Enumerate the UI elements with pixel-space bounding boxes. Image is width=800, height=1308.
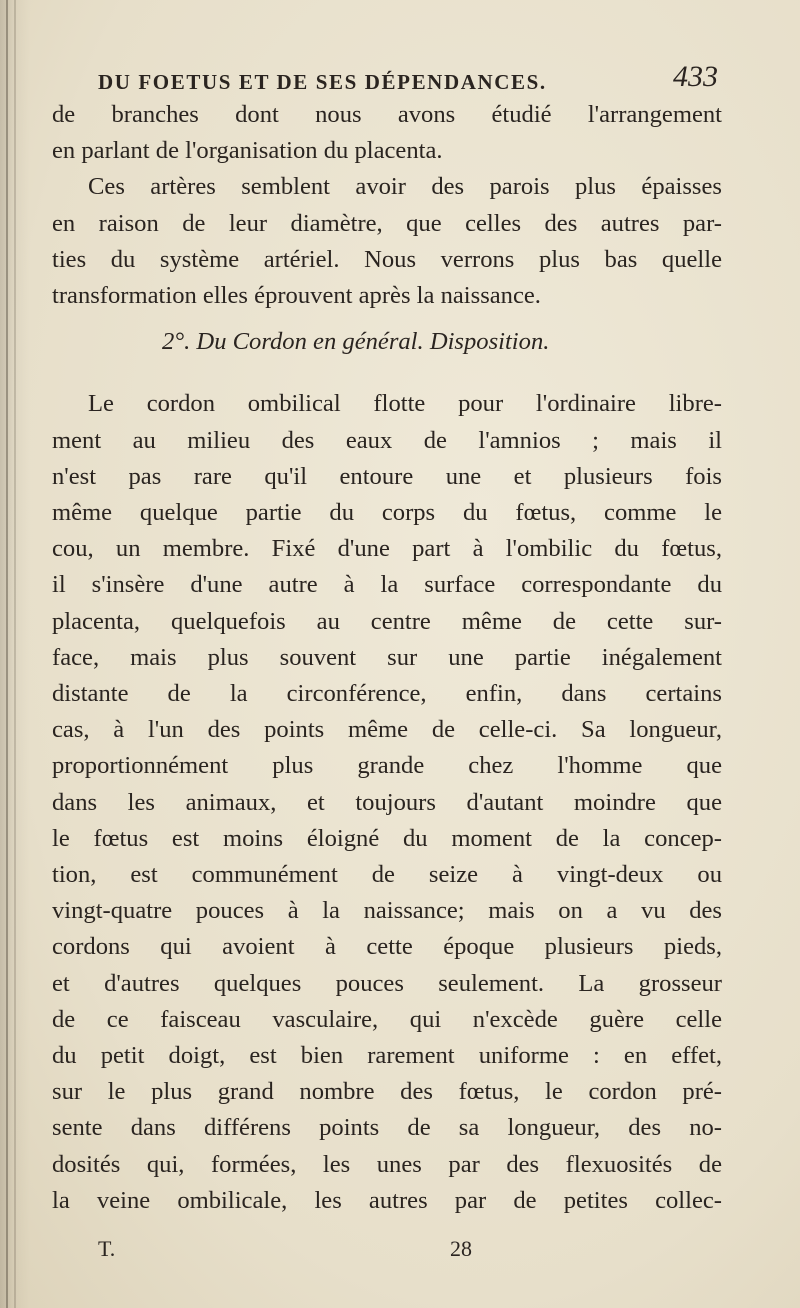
- gutter-line: [6, 0, 8, 1308]
- text-line: de ce faisceau vasculaire, qui n'excède guère celle: [52, 1005, 722, 1033]
- text-line: ment au milieu des eaux de l'amnios ; mais il: [52, 426, 722, 454]
- text-line: dosités qui, formées, les unes par des flexuosités de: [52, 1150, 722, 1178]
- text-line: sur le plus grand nombre des fœtus, le cordon pré-: [52, 1078, 722, 1106]
- text-line: la veine ombilicale, les autres par de petites collec-: [52, 1186, 722, 1214]
- text-line: placenta, quelquefois au centre même de cette sur-: [52, 607, 722, 635]
- text-line: transformation elles éprouvent après la naissance.: [52, 282, 541, 310]
- gutter-line: [14, 0, 16, 1308]
- paragraph: [52, 97, 722, 169]
- text-line: ties du système artériel. Nous verrons plus bas quelle: [52, 245, 722, 273]
- text-line: Le cordon ombilical flotte pour l'ordinaire libre-: [88, 390, 722, 418]
- text-line: face, mais plus souvent sur une partie inégalement: [52, 643, 722, 671]
- paragraph: [52, 169, 722, 314]
- text-line: dans les animaux, et toujours d'autant moindre que: [52, 788, 722, 816]
- text-line: cordons qui avoient à cette époque plusieurs pieds,: [52, 933, 722, 961]
- sheet-number: 28: [450, 1236, 472, 1261]
- running-title: DU FOETUS ET DE SES DÉPENDANCES.: [98, 70, 547, 94]
- text-line: en raison de leur diamètre, que celles des autres par-: [52, 209, 722, 237]
- text-line: Ces artères semblent avoir des parois plus épaisses: [88, 173, 722, 201]
- text-line: proportionnément plus grande chez l'homme que: [52, 752, 722, 780]
- text-line: du petit doigt, est bien rarement uniforme : en effet,: [52, 1042, 722, 1070]
- page-footer: [52, 1236, 722, 1266]
- text-line: distante de la circonférence, enfin, dans certains: [52, 680, 722, 708]
- text-line: cou, un membre. Fixé d'une part à l'ombilic du fœtus,: [52, 535, 722, 563]
- section-title: 2°. Du Cordon en général. Disposition.: [162, 328, 550, 356]
- text-line: cas, à l'un des points même de celle-ci. Sa longueur,: [52, 716, 722, 744]
- text-line: et d'autres quelques pouces seulement. La grosseur: [52, 969, 722, 997]
- text-line: même quelque partie du corps du fœtus, comme le: [52, 499, 722, 527]
- signature-mark: T.: [98, 1236, 116, 1261]
- page-header: [98, 62, 718, 98]
- page-number: 433: [673, 60, 718, 93]
- text-line: n'est pas rare qu'il entoure une et plusieurs fois: [52, 462, 722, 490]
- text-line: vingt-quatre pouces à la naissance; mais on a vu des: [52, 897, 722, 925]
- text-line: de branches dont nous avons étudié l'arrangement: [52, 101, 722, 128]
- paragraph: [52, 386, 722, 1219]
- text-line: il s'insère d'une autre à la surface correspondante du: [52, 571, 722, 599]
- text-line: en parlant de l'organisation du placenta.: [52, 137, 443, 165]
- text-line: le fœtus est moins éloigné du moment de la concep-: [52, 824, 722, 852]
- text-line: tion, est communément de seize à vingt-deux ou: [52, 861, 722, 889]
- body-text: [52, 97, 722, 1219]
- text-line: sente dans différens points de sa longueur, des no-: [52, 1114, 722, 1142]
